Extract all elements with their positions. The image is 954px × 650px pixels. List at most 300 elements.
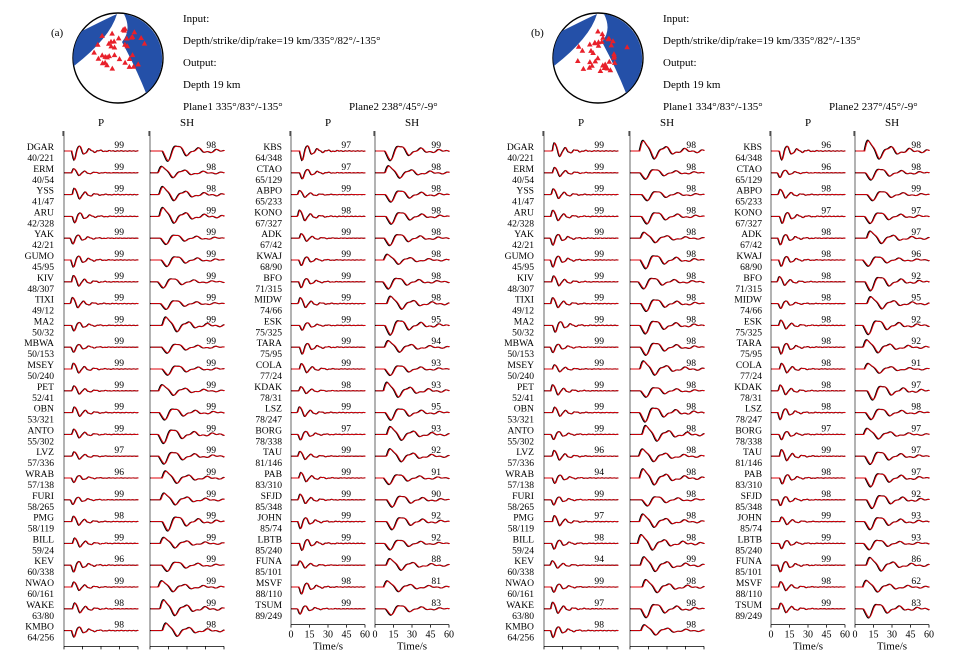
p-synthetic-trace [65,516,139,525]
station-distance-azimuth: 75/95 [260,349,282,361]
p-synthetic-trace [545,276,619,286]
station-distance-azimuth: 64/256 [507,632,534,644]
p-fit-percentage: 98 [821,401,831,413]
station-name: BILL [32,534,54,546]
p-fit-percentage: 99 [594,423,604,435]
panel-label: (a) [51,27,64,39]
station-name: KDAK [254,381,282,393]
station-row [735,402,929,426]
p-observed-trace [64,407,138,416]
sh-fit-percentage: 98 [686,249,696,260]
station-row [27,402,224,426]
p-fit-percentage: 99 [114,140,124,151]
p-fit-percentage: 99 [341,358,351,369]
sh-fit-percentage: 98 [431,183,441,195]
station-row [27,423,224,447]
p-observed-trace [291,364,365,373]
station-name: YSS [516,185,534,197]
station-distance-azimuth: 49/12 [512,305,534,317]
axis-tick-label: 0 [288,629,294,641]
axis-tick-label: 15 [784,629,795,641]
station-row [735,489,929,513]
station-distance-azimuth: 74/66 [740,305,762,317]
axis-tick-label: 60 [360,629,370,641]
sh-fit-percentage: 92 [431,532,441,544]
station-distance-azimuth: 41/47 [512,196,534,208]
station-name: BORG [735,425,762,437]
station-distance-azimuth: 78/31 [740,392,762,404]
station-row [27,445,224,469]
station-name: PMG [33,512,54,524]
p-synthetic-trace [545,603,619,614]
p-fit-percentage: 99 [341,227,351,239]
station-row [256,576,450,600]
p-fit-percentage: 99 [341,183,351,195]
p-fit-percentage: 99 [594,161,604,173]
station-name: ANTO [27,425,54,437]
p-observed-trace [544,627,618,638]
station-name: BFO [263,272,282,284]
station-distance-azimuth: 85/240 [255,545,282,557]
station-name: KWAJ [256,251,282,262]
station-name: CTAO [736,163,762,175]
nodal-plane-2: Plane2 238°/45°/-9° [349,101,438,113]
station-distance-azimuth: 49/12 [32,305,54,317]
station-name: DGAR [26,142,54,153]
sh-fit-percentage: 98 [686,270,696,282]
station-row [735,554,929,578]
station-name: KMBO [25,621,54,633]
p-fit-percentage: 99 [341,314,351,326]
station-distance-azimuth: 75/325 [255,327,282,339]
station-row [257,336,450,360]
sh-fit-percentage: 93 [431,358,441,369]
station-distance-azimuth: 85/240 [735,545,762,557]
sh-fit-percentage: 99 [206,379,216,391]
station-row [32,227,225,251]
station-name: MSVF [255,578,282,589]
station-name: FURI [32,490,54,502]
station-distance-azimuth: 40/54 [32,174,54,186]
station-name: BILL [512,534,534,546]
p-synthetic-trace [772,497,846,506]
sh-fit-percentage: 90 [431,488,441,500]
p-synthetic-trace [65,298,139,308]
station-row [507,423,704,447]
station-distance-azimuth: 60/338 [27,567,54,579]
station-row [255,445,449,469]
axis-xlabel: Time/s [792,640,824,650]
station-row [256,358,450,382]
axis-tick-label: 60 [444,629,454,641]
sh-fit-percentage: 92 [911,488,921,500]
nodal-plane-1: Plane1 335°/83°/-135° [183,101,283,113]
station-row [25,620,225,644]
station-name: BORG [255,425,282,437]
axis-tick-label: 30 [803,629,813,641]
station-distance-azimuth: 64/348 [735,153,762,164]
station-distance-azimuth: 60/161 [507,589,534,600]
p-fit-percentage: 98 [821,576,831,587]
station-name: TAU [743,447,762,459]
station-name: SFJD [740,490,762,502]
sh-fit-percentage: 86 [911,554,921,566]
sh-fit-percentage: 98 [206,161,216,173]
p-observed-trace [544,365,618,372]
station-name: JOHN [737,512,762,524]
station-row [255,271,449,295]
p-fit-percentage: 99 [114,292,124,304]
station-row [736,358,930,382]
output-depth: Depth 19 km [183,79,241,91]
station-distance-azimuth: 67/327 [255,218,282,230]
input-parameters: Depth/strike/dip/rake=19 km/335°/82°/-135° [183,35,381,47]
p-wave-header: P [804,117,812,129]
station-row [507,358,704,382]
station-distance-azimuth: 88/110 [255,589,282,600]
p-observed-trace [291,191,365,198]
sh-fit-percentage: 99 [206,401,216,413]
sh-fit-percentage: 98 [686,358,696,369]
station-row [255,184,449,208]
station-distance-azimuth: 89/249 [255,610,282,622]
station-distance-azimuth: 42/328 [507,218,534,230]
sh-fit-percentage: 98 [686,183,696,195]
station-distance-azimuth: 50/32 [32,327,54,339]
station-distance-azimuth: 50/240 [27,371,54,382]
station-name: KONO [734,207,762,219]
p-synthetic-trace [545,627,619,637]
sh-fit-percentage: 98 [686,205,696,217]
p-fit-percentage: 98 [594,619,604,631]
station-distance-azimuth: 48/307 [507,283,534,295]
sh-fit-percentage: 97 [911,205,921,217]
station-distance-azimuth: 42/21 [512,240,534,252]
p-fit-percentage: 99 [594,314,604,326]
p-observed-trace [771,450,845,461]
station-row [254,293,450,317]
p-fit-percentage: 99 [114,336,124,348]
p-fit-percentage: 98 [821,314,831,326]
p-observed-trace [64,188,138,199]
station-row [735,532,929,556]
station-name: KMBO [505,621,534,633]
p-fit-percentage: 99 [594,270,604,282]
station-row [512,380,705,404]
p-fit-percentage: 96 [114,467,124,478]
p-fit-percentage: 98 [821,336,831,348]
p-synthetic-trace [65,386,139,394]
panel-b [504,13,934,650]
p-fit-percentage: 99 [821,510,831,522]
p-synthetic-trace [292,518,366,528]
p-synthetic-trace [772,562,846,572]
p-fit-percentage: 99 [114,249,124,260]
p-synthetic-trace [292,387,366,394]
p-fit-percentage: 97 [341,140,351,151]
station-group [254,117,454,650]
p-observed-trace [291,407,365,417]
station-name: ESK [743,316,762,328]
p-fit-percentage: 98 [821,249,831,260]
p-fit-percentage: 99 [821,445,831,457]
p-fit-percentage: 99 [594,292,604,304]
p-fit-percentage: 96 [594,445,604,457]
station-distance-azimuth: 77/24 [260,371,282,382]
station-distance-azimuth: 78/31 [260,392,282,404]
station-name: FUNA [735,556,762,568]
p-synthetic-trace [65,256,139,267]
p-synthetic-trace [292,257,366,265]
axis-xlabel: Time/s [396,640,428,650]
station-distance-azimuth: 50/153 [507,349,534,361]
station-row [260,227,450,251]
station-distance-azimuth: 64/256 [27,632,54,644]
axis-tick-label: 15 [304,629,315,641]
axis-tick-label: 45 [905,629,916,641]
p-synthetic-trace [65,582,139,590]
station-name: ARU [33,207,54,219]
sh-fit-percentage: 98 [686,576,696,587]
station-name: NWAO [505,578,534,589]
p-observed-trace [291,146,365,161]
p-fit-percentage: 99 [594,249,604,260]
axis-tick-label: 45 [821,629,832,641]
p-fit-percentage: 99 [594,336,604,348]
sh-fit-percentage: 96 [911,249,921,260]
station-name: TARA [256,338,282,350]
sh-fit-percentage: 98 [431,292,441,304]
sh-fit-percentage: 91 [911,358,921,369]
p-fit-percentage: 97 [594,510,604,522]
p-observed-trace [544,167,618,176]
sh-fit-percentage: 98 [686,336,696,348]
axis-tick-label: 15 [388,629,399,641]
p-fit-percentage: 99 [341,532,351,544]
axis-tick-label: 45 [425,629,436,641]
p-fit-percentage: 99 [594,576,604,587]
input-label: Input: [663,13,690,25]
station-row [735,423,929,447]
axis-tick-label: 30 [407,629,417,641]
station-distance-azimuth: 85/74 [740,523,762,535]
p-synthetic-trace [772,603,846,612]
station-row [28,511,225,535]
p-observed-trace [64,386,138,394]
station-distance-azimuth: 77/24 [740,371,762,382]
station-distance-azimuth: 71/315 [255,283,282,295]
p-fit-percentage: 99 [594,379,604,391]
station-distance-azimuth: 63/80 [512,610,534,622]
sh-fit-percentage: 97 [911,423,921,435]
p-fit-percentage: 98 [341,205,351,217]
station-name: KEV [34,556,54,568]
p-observed-trace [771,277,845,286]
station-row [507,445,704,469]
p-fit-percentage: 99 [594,227,604,239]
station-name: KIV [36,272,54,284]
p-observed-trace [291,279,365,288]
station-row [735,162,929,186]
station-row [255,140,449,164]
p-fit-percentage: 99 [594,401,604,413]
p-synthetic-trace [65,169,139,176]
station-name: PET [36,381,54,393]
p-fit-percentage: 98 [114,619,124,631]
station-distance-azimuth: 78/247 [255,414,282,426]
station-distance-azimuth: 48/307 [27,283,54,295]
p-fit-percentage: 99 [114,379,124,391]
station-row [507,489,704,513]
p-synthetic-trace [65,363,139,372]
station-row [32,293,225,317]
p-synthetic-trace [65,188,139,198]
p-observed-trace [771,363,845,373]
sh-fit-percentage: 98 [686,379,696,391]
p-observed-trace [291,257,365,266]
p-observed-trace [64,213,138,223]
station-distance-azimuth: 75/325 [735,327,762,339]
output-label: Output: [183,57,217,69]
station-distance-azimuth: 53/321 [27,414,54,426]
station-row [737,336,930,360]
station-distance-azimuth: 85/348 [255,501,282,513]
station-row [255,402,449,426]
sh-fit-percentage: 93 [431,423,441,435]
sh-fit-percentage: 98 [686,619,696,631]
p-synthetic-trace [292,210,366,220]
station-distance-azimuth: 74/66 [260,305,282,317]
sh-fit-percentage: 99 [431,140,441,151]
station-row [507,205,704,229]
sh-fit-percentage: 99 [206,445,216,457]
axis-tick-label: 30 [323,629,333,641]
station-row [512,184,705,208]
p-synthetic-trace [772,541,846,549]
sh-fit-percentage: 98 [686,401,696,413]
station-distance-azimuth: 67/42 [740,240,762,252]
station-distance-azimuth: 57/336 [27,458,54,470]
sh-fit-percentage: 98 [686,314,696,326]
sh-fit-percentage: 98 [686,140,696,151]
p-fit-percentage: 98 [114,510,124,522]
p-synthetic-trace [292,191,366,198]
sh-fit-percentage: 93 [911,532,921,544]
p-fit-percentage: 99 [594,488,604,500]
station-row [27,554,224,578]
sh-fit-percentage: 98 [686,597,696,609]
sh-fit-percentage: 81 [431,576,441,587]
station-distance-azimuth: 78/247 [735,414,762,426]
sh-fit-percentage: 98 [431,270,441,282]
station-name: TIXI [34,294,54,306]
station-row [740,227,930,251]
output-label: Output: [663,57,697,69]
p-observed-trace [291,234,365,242]
station-distance-azimuth: 40/54 [512,174,534,186]
axis-tick-label: 30 [887,629,897,641]
p-fit-percentage: 99 [821,532,831,544]
station-distance-azimuth: 42/328 [27,218,54,230]
p-synthetic-trace [772,582,846,591]
station-row [735,445,929,469]
p-observed-trace [64,429,138,438]
p-fit-percentage: 98 [821,270,831,282]
p-fit-percentage: 99 [114,358,124,369]
p-observed-trace [771,409,845,420]
station-distance-azimuth: 57/336 [507,458,534,470]
station-distance-azimuth: 85/101 [735,567,762,579]
p-synthetic-trace [292,473,366,482]
p-fit-percentage: 96 [821,140,831,151]
station-name: MBWA [504,338,534,350]
station-name: MA2 [513,316,534,328]
axis-tick-label: 0 [852,629,858,641]
p-fit-percentage: 99 [594,183,604,195]
station-row [736,249,929,273]
p-observed-trace [544,450,618,460]
station-row [735,184,929,208]
p-fit-percentage: 97 [341,161,351,173]
sh-fit-percentage: 99 [206,270,216,282]
station-distance-azimuth: 63/80 [32,610,54,622]
station-row [505,620,705,644]
p-fit-percentage: 94 [594,554,604,566]
p-fit-percentage: 94 [594,467,604,478]
station-distance-azimuth: 67/327 [735,218,762,230]
p-fit-percentage: 99 [114,532,124,544]
station-name: LSZ [744,403,762,415]
p-observed-trace [291,583,365,594]
sh-fit-percentage: 83 [431,597,441,609]
p-fit-percentage: 98 [341,379,351,391]
station-row [32,532,225,556]
station-name: OBN [513,403,534,415]
p-synthetic-trace [772,409,846,419]
axis-tick-label: 15 [868,629,879,641]
p-synthetic-trace [772,320,846,329]
p-fit-percentage: 99 [114,227,124,239]
sh-fit-percentage: 98 [686,488,696,500]
p-fit-percentage: 96 [821,161,831,173]
station-row [24,336,225,360]
station-distance-azimuth: 40/221 [27,153,54,164]
station-distance-azimuth: 71/315 [735,283,762,295]
sh-fit-percentage: 99 [206,467,216,478]
focal-mechanism-beachball [73,13,163,103]
p-observed-trace [64,538,138,547]
axis-tick-label: 60 [924,629,934,641]
station-name: JOHN [257,512,282,524]
p-fit-percentage: 99 [341,336,351,348]
station-distance-azimuth: 59/24 [512,545,534,557]
station-distance-azimuth: 85/74 [260,523,282,535]
sh-wave-header: SH [179,117,195,129]
station-name: SFJD [260,490,282,502]
axis-tick-label: 45 [341,629,352,641]
station-row [734,380,930,404]
p-fit-percentage: 99 [341,249,351,260]
station-distance-azimuth: 78/338 [255,436,282,448]
p-fit-percentage: 99 [341,597,351,609]
sh-fit-percentage: 94 [431,336,441,348]
sh-fit-percentage: 88 [431,554,441,566]
station-distance-azimuth: 75/95 [740,349,762,361]
station-distance-azimuth: 40/221 [507,153,534,164]
p-fit-percentage: 99 [341,488,351,500]
station-distance-azimuth: 65/233 [255,196,282,208]
p-observed-trace [771,432,845,440]
